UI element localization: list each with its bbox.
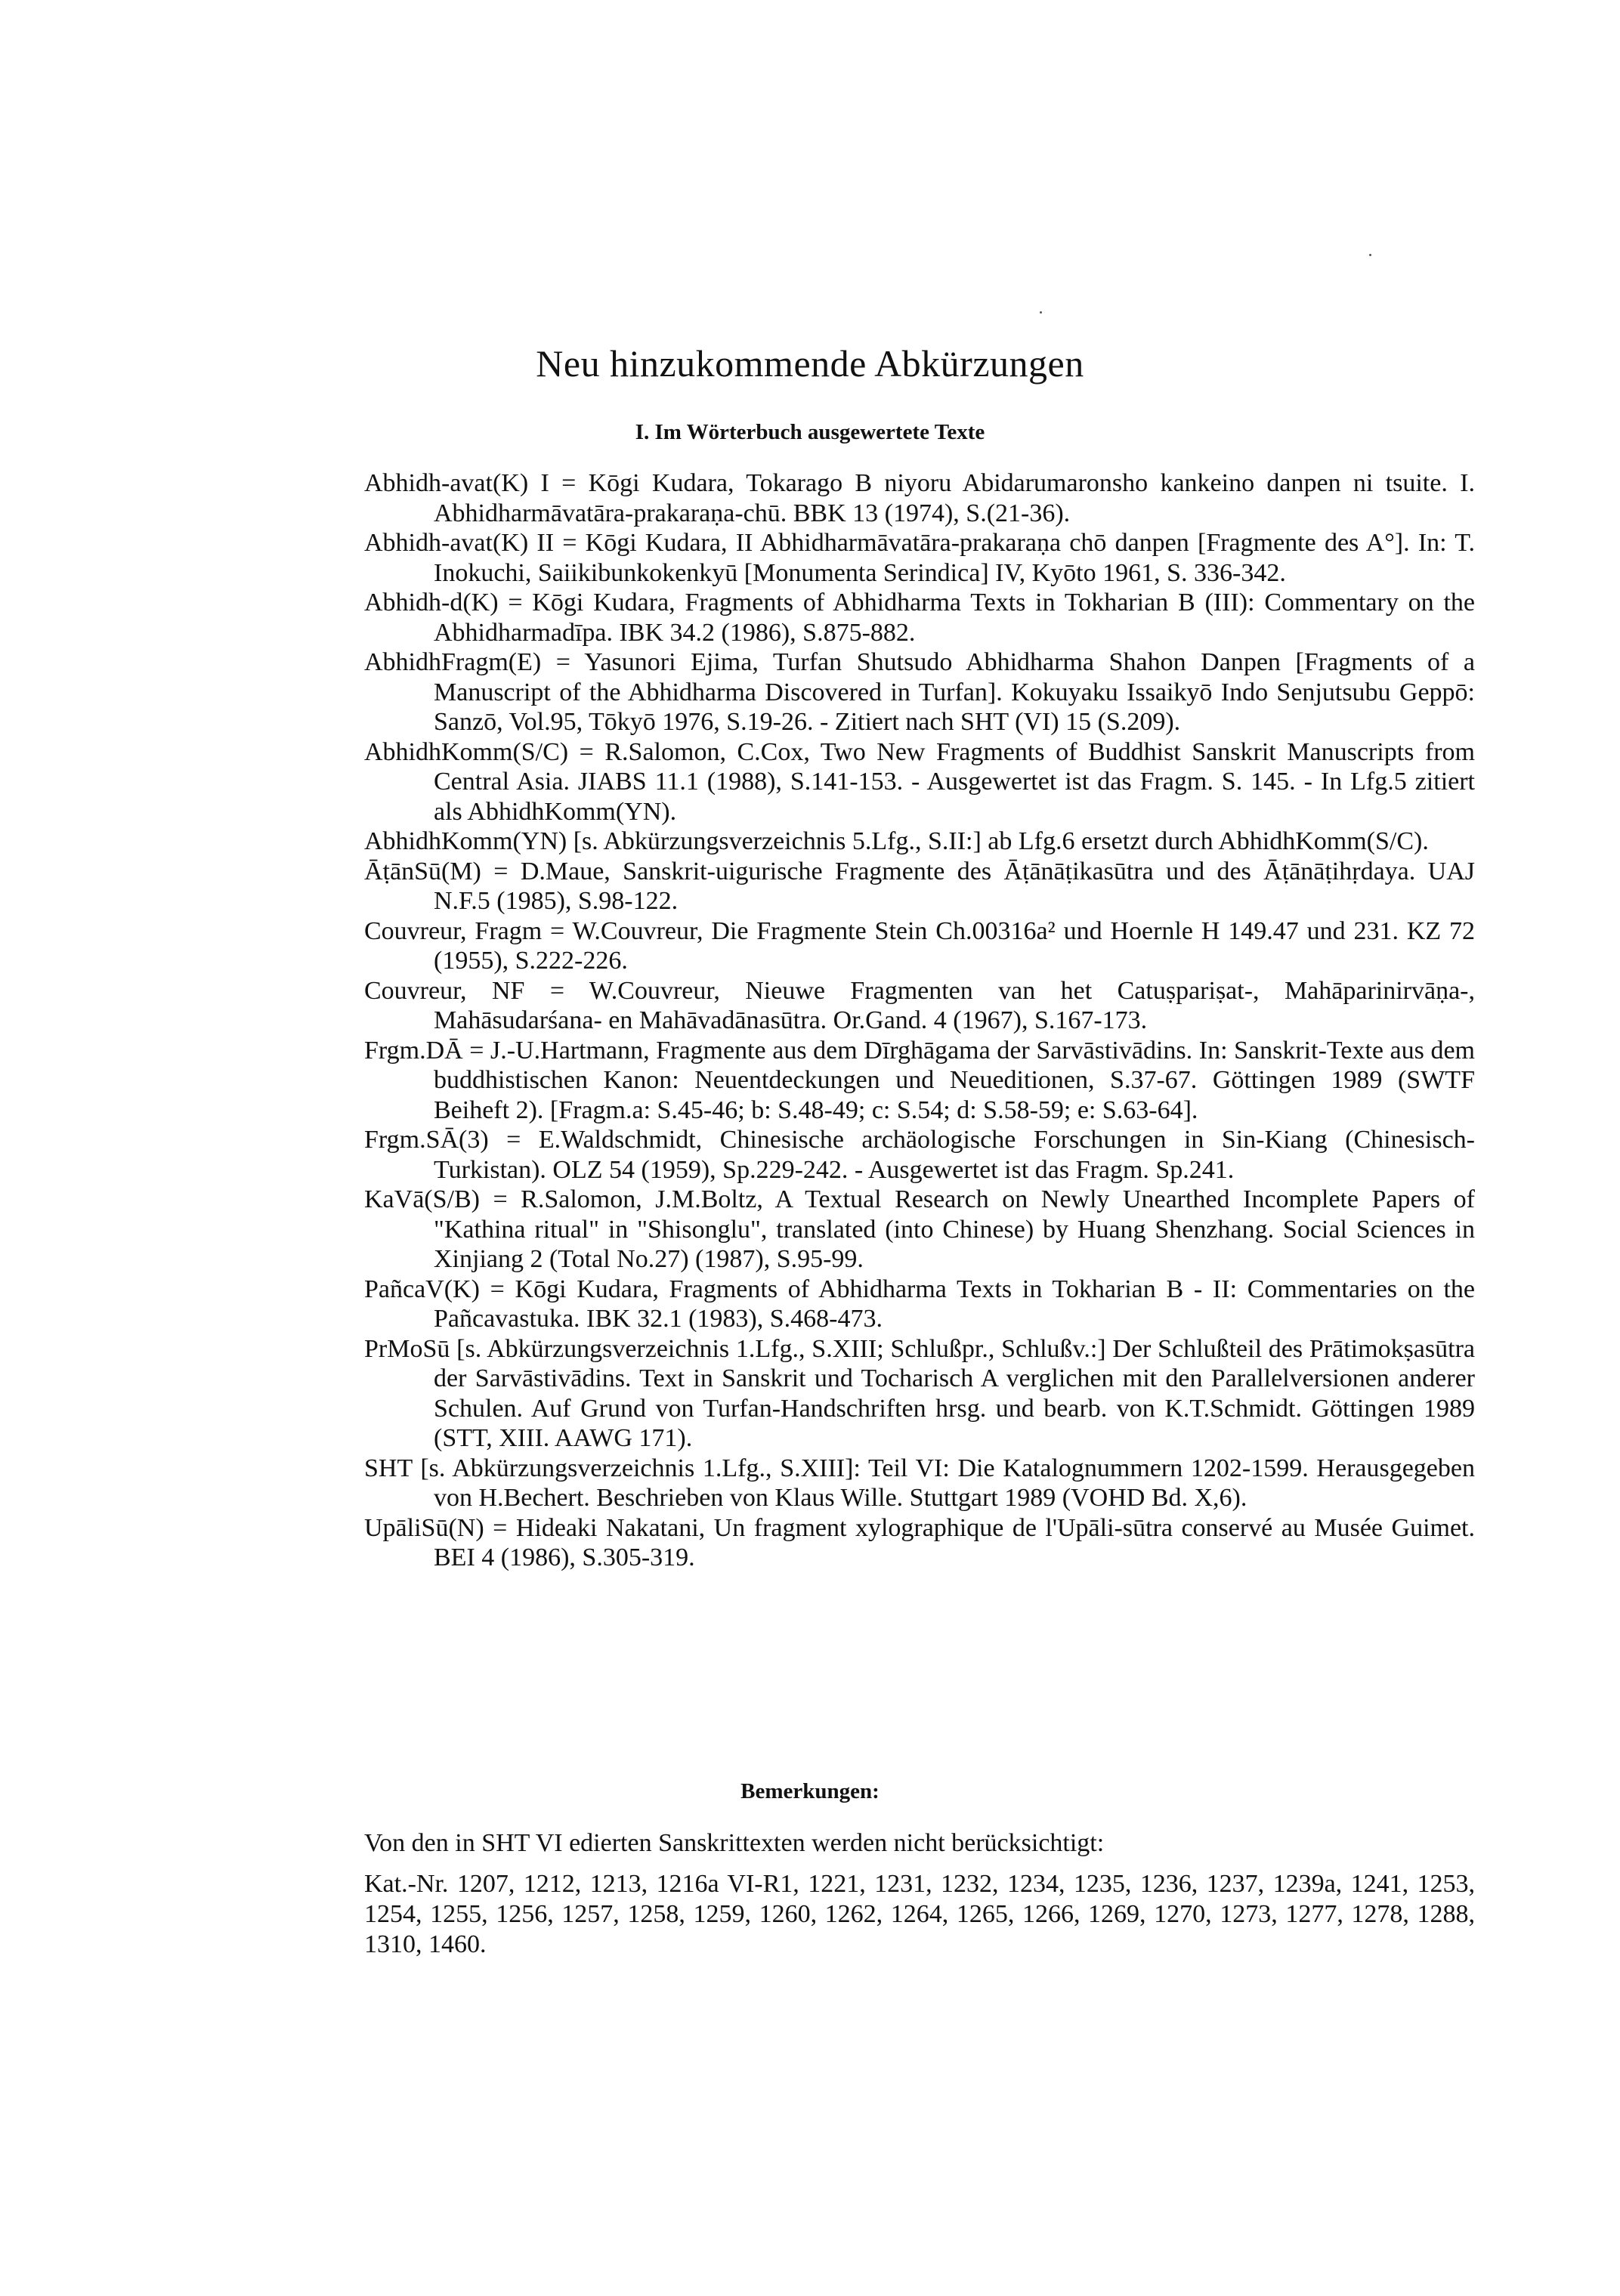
abbreviation-entry: ĀṭānSū(M) = D.Maue, Sanskrit-uigurische Fragmente des Āṭānāṭikasūtra und des Āṭānāṭihṛdaya. UAJ N.F.5 (1985), S.98-122. (364, 857, 1475, 915)
abbreviation-entry: KaVā(S/B) = R.Salomon, J.M.Boltz, A Textual Research on Newly Unearthed Incomplete Papers of "Kathina ritual" in "Shisonglu", translated (into Chinese) by Huang Shenzhang. Social Sciences in Xinjiang 2 (Total No.27) (1987), S.95-99. (364, 1185, 1475, 1273)
abbreviation-entry: Abhidh-d(K) = Kōgi Kudara, Fragments of Abhidharma Texts in Tokharian B (III): Commentary on the Abhidharmadīpa. IBK 34.2 (1986), S.875-882. (364, 589, 1475, 647)
remarks-intro: Von den in SHT VI edierten Sanskrittexten werden nicht berücksichtigt: (364, 1829, 1105, 1857)
page-title: Neu hinzukommende Abkürzungen (536, 342, 1084, 385)
abbreviation-entry: UpāliSū(N) = Hideaki Nakatani, Un fragment xylographique de l'Upāli-sūtra conservé au Musée Guimet. BEI 4 (1986), S.305-319. (364, 1513, 1475, 1571)
abbreviation-entry: Abhidh-avat(K) I = Kōgi Kudara, Tokarago B niyoru Abidarumaronsho kankeino danpen ni tsuite. I. Abhidharmāvatāra-prakaraṇa-chū. BBK 13 (1974), S.(21-36). (364, 469, 1475, 527)
abbreviation-entry: AbhidhFragm(E) = Yasunori Ejima, Turfan Shutsudo Abhidharma Shahon Danpen [Fragments of a Manuscript of the Abhidharma Discovered in Turfan]. Kokuyaku Issaikyō Indo Senjutsubu Geppō: Sanzō, Vol.95, Tōkyō 1976, S.19-26. - Zitiert nach SHT (VI) 15 (S.209). (364, 648, 1475, 736)
remarks-heading: Bemerkungen: (740, 1779, 880, 1803)
remarks-catalog-list: Kat.-Nr. 1207, 1212, 1213, 1216a VI-R1, 1221, 1231, 1232, 1234, 1235, 1236, 1237, 1239a, 1241, 1253, 1254, 1255, 1256, 1257, 1258, 1259, 1260, 1262, 1264, 1265, 1266, 1269, 1270, 1273, 1277, 1278, 1288, 1310, 1460. (364, 1870, 1475, 1958)
scan-speck (1040, 311, 1042, 314)
abbreviation-entry: Couvreur, NF = W.Couvreur, Nieuwe Fragmenten van het Catuṣpariṣat-, Mahāparinirvāṇa-, Mahāsudarśana- en Mahāvadānasūtra. Or.Gand. 4 (1967), S.167-173. (364, 976, 1475, 1034)
abbreviation-entry: PañcaV(K) = Kōgi Kudara, Fragments of Abhidharma Texts in Tokharian B - II: Commentaries on the Pañcavastuka. IBK 32.1 (1983), S.468-473. (364, 1275, 1475, 1333)
section-heading: I. Im Wörterbuch ausgewertete Texte (635, 420, 985, 444)
abbreviation-entry: Frgm.DĀ = J.-U.Hartmann, Fragmente aus dem Dīrghāgama der Sarvāstivādins. In: Sanskrit-Texte aus dem buddhistischen Kanon: Neuentdeckungen und Neueditionen, S.37-67. Göttingen 1989 (SWTF Beiheft 2). [Fragm.a: S.45-46; b: S.48-49; c: S.54; d: S.58-59; e: S.63-64]. (364, 1036, 1475, 1124)
remarks-body (364, 1828, 1475, 1970)
abbreviation-entry: Couvreur, Fragm = W.Couvreur, Die Fragmente Stein Ch.00316a² und Hoernle H 149.47 und 231. KZ 72 (1955), S.222-226. (364, 916, 1475, 975)
abbreviation-entry: AbhidhKomm(S/C) = R.Salomon, C.Cox, Two New Fragments of Buddhist Sanskrit Manuscripts from Central Asia. JIABS 11.1 (1988), S.141-153. - Ausgewertet ist das Fragm. S. 145. - In Lfg.5 zitiert als AbhidhKomm(YN). (364, 737, 1475, 826)
abbreviation-entry: AbhidhKomm(YN) [s. Abkürzungsverzeichnis 5.Lfg., S.II:] ab Lfg.6 ersetzt durch AbhidhKomm(S/C). (364, 827, 1429, 855)
abbreviation-entry: PrMoSū [s. Abkürzungsverzeichnis 1.Lfg., S.XIII; Schlußpr., Schlußv.:] Der Schlußteil des Prātimokṣasūtra der Sarvāstivādins. Text in Sanskrit und Tocharisch A verglichen mit den Parallelversionen anderer Schulen. Auf Grund von Turfan-Handschriften hrsg. und bearb. von K.T.Schmidt. Göttingen 1989 (STT, XIII. AAWG 171). (364, 1334, 1475, 1452)
abbreviation-entry: SHT [s. Abkürzungsverzeichnis 1.Lfg., S.XIII]: Teil VI: Die Katalognummern 1202-1599. Herausgegeben von H.Bechert. Beschrieben von Klaus Wille. Stuttgart 1989 (VOHD Bd. X,6). (364, 1454, 1475, 1512)
abbreviation-list (364, 468, 1475, 1573)
abbreviation-entry: Abhidh-avat(K) II = Kōgi Kudara, II Abhidharmāvatāra-prakaraṇa chō danpen [Fragmente des A°]. In: T. Inokuchi, Saiikibunkokenkyū [Monumenta Serindica] IV, Kyōto 1961, S. 336-342. (364, 529, 1475, 587)
abbreviation-entry: Frgm.SĀ(3) = E.Waldschmidt, Chinesische archäologische Forschungen in Sin-Kiang (Chinesisch-Turkistan). OLZ 54 (1959), Sp.229-242. - Ausgewertet ist das Fragm. Sp.241. (364, 1126, 1475, 1184)
scan-speck (1369, 254, 1371, 256)
